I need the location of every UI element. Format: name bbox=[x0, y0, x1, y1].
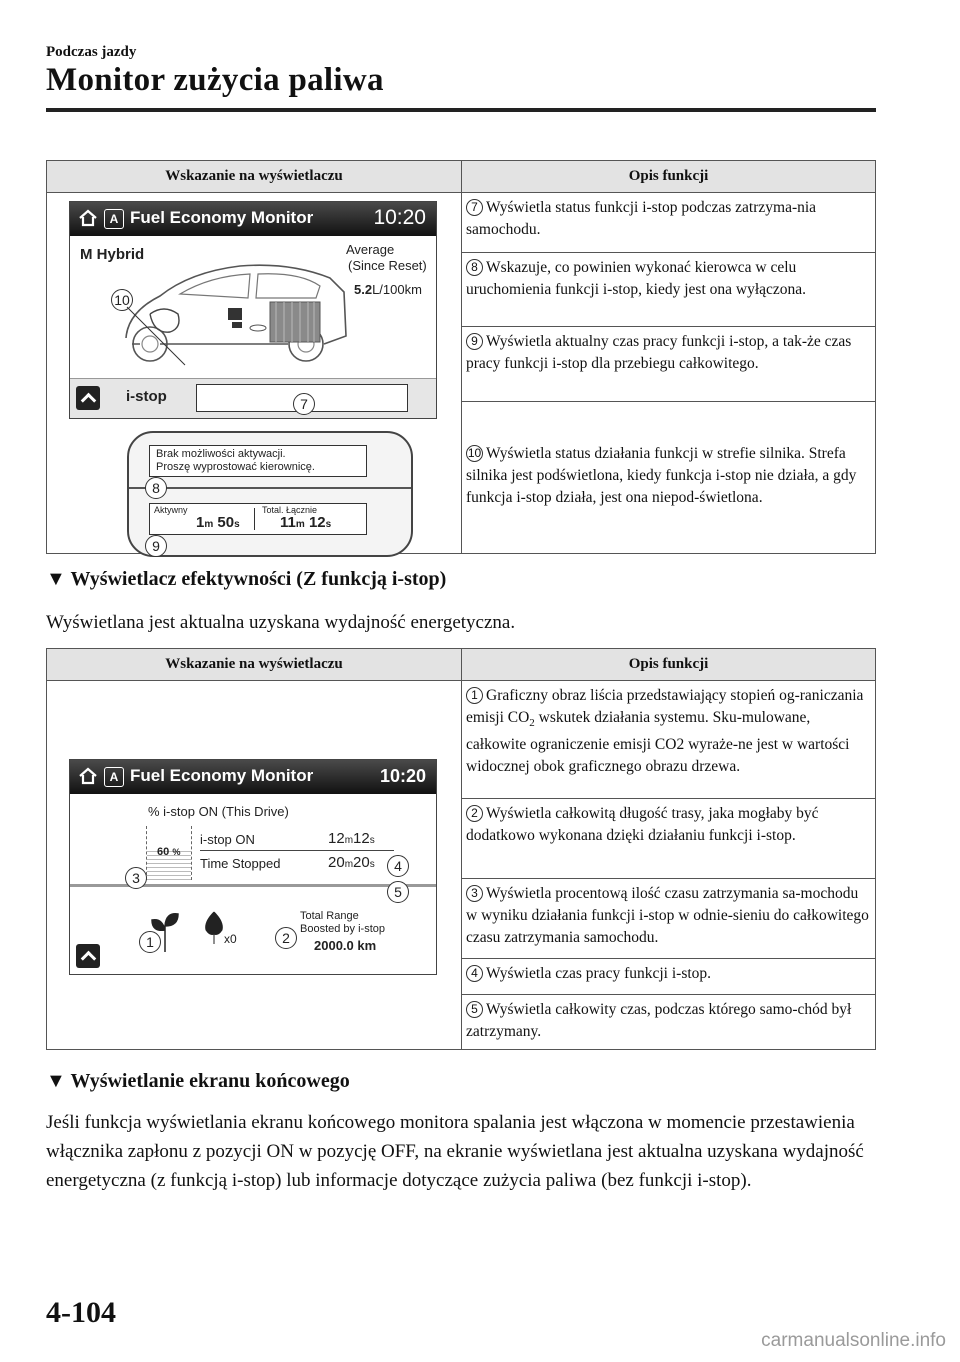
pct-gauge bbox=[146, 826, 192, 880]
active-time: 1m 50s bbox=[196, 514, 240, 531]
desc-row-9: 9 Wyświetla aktualny czas pracy funkcji i-stop, a tak-że czas pracy funkcji i-stop dla przebiegu całkowitego. bbox=[462, 327, 876, 401]
col-header-display: Wskazanie na wyświetlaczu bbox=[47, 161, 462, 193]
timer-separator bbox=[254, 508, 255, 530]
callout-2: 2 bbox=[275, 927, 297, 949]
zoom-panel bbox=[127, 431, 413, 557]
callout-3: 3 bbox=[125, 867, 147, 889]
mode-a-icon: A bbox=[104, 767, 124, 787]
screen-title-bar-2 bbox=[70, 760, 436, 794]
message-box bbox=[149, 445, 367, 477]
col-header-display-2: Wskazanie na wyświetlaczu bbox=[47, 649, 462, 681]
title-rule bbox=[46, 108, 876, 112]
home-icon bbox=[78, 208, 98, 228]
desc-row-4: 4 Wyświetla czas pracy funkcji i-stop. bbox=[462, 959, 876, 995]
home-icon bbox=[78, 766, 98, 786]
average-number: 5.2 bbox=[354, 282, 373, 297]
col-header-desc: Opis funkcji bbox=[462, 161, 876, 193]
total-label: Total. Łącznie bbox=[262, 505, 318, 515]
screen-title-bar bbox=[70, 202, 436, 236]
desc-row-8: 8 Wskazuje, co powinien wykonać kierowca w celu uruchomienia funkcji i-stop, kiedy jest ona wyłączona. bbox=[462, 253, 876, 327]
back-button[interactable] bbox=[76, 386, 100, 410]
istop-on-rule bbox=[200, 850, 394, 851]
istop-label: i-stop bbox=[126, 388, 167, 405]
pct-value: 60 % bbox=[157, 846, 181, 858]
since-reset-label: (Since Reset) bbox=[348, 258, 427, 273]
message-line-2: Proszę wyprostować kierownicę. bbox=[156, 461, 315, 473]
section-body-end-screen: Jeśli funkcja wyświetlania ekranu końcowego monitora spalania jest włączona w momencie przestawienia włącznika zapłonu z pozycji ON w pozycję OFF, na ekranie wyświetlana jest aktualna uzyskana wydajność energetyczna (z funkcją i-stop) lub informacje dotyczące zużycia paliwa (bez funkcji i-stop). bbox=[46, 1112, 864, 1191]
callout-8: 8 bbox=[145, 477, 167, 499]
fuel-monitor-screen-2 bbox=[69, 759, 437, 975]
page-title: Monitor zużycia paliwa bbox=[46, 62, 384, 98]
callout-5: 5 bbox=[387, 881, 409, 903]
callout-9: 9 bbox=[145, 535, 167, 557]
total-time: 11m 12s bbox=[280, 514, 332, 531]
screen-title-2: Fuel Economy Monitor bbox=[130, 766, 314, 785]
time-stopped-value: 20m20s bbox=[328, 854, 375, 871]
section-heading-end-screen: ▼ Wyświetlanie ekranu końcowego bbox=[46, 1070, 350, 1092]
mode-a-icon: A bbox=[104, 209, 124, 229]
table-istop-status bbox=[46, 160, 876, 554]
time-stopped-label: Time Stopped bbox=[200, 856, 281, 871]
section-label: Podczas jazdy bbox=[46, 44, 137, 60]
hybrid-mode-label: M Hybrid bbox=[80, 246, 145, 263]
callout-4: 4 bbox=[387, 855, 409, 877]
screen-clock: 10:20 bbox=[373, 206, 426, 229]
table-efficiency bbox=[46, 648, 876, 1050]
callout-10-leader bbox=[125, 305, 195, 375]
display-illustration-cell bbox=[47, 193, 462, 554]
zoom-divider bbox=[129, 487, 411, 489]
average-unit: L/100km bbox=[372, 282, 422, 297]
pct-title: % i-stop ON (This Drive) bbox=[148, 804, 289, 819]
desc-row-7: 7 Wyświetla status funkcji i-stop podczas zatrzyma-nia samochodu. bbox=[462, 193, 876, 253]
tree-count: x0 bbox=[224, 932, 237, 946]
istop-on-label: i-stop ON bbox=[200, 832, 255, 847]
screen-divider bbox=[70, 884, 436, 887]
screen-title: Fuel Economy Monitor bbox=[130, 208, 314, 227]
desc-row-2: 2 Wyświetla całkowitą długość trasy, jaka mogłaby być dodatkowo wykonana dzięki działaniu funkcji i-stop. bbox=[462, 799, 876, 879]
average-value bbox=[354, 282, 422, 297]
back-button[interactable] bbox=[76, 944, 100, 968]
section-body-efficiency: Wyświetlana jest aktualna uzyskana wydajność energetyczna. bbox=[46, 612, 516, 633]
timer-box bbox=[149, 503, 367, 535]
screen-clock-2: 10:20 bbox=[379, 766, 426, 786]
desc-row-10: 10 Wyświetla status działania funkcji w strefie silnika. Strefa silnika jest podświetlona, kiedy funkcja i-stop nie działa, a gdy funkcja i-stop działa, jest ona niepod-świetlona. bbox=[462, 401, 876, 553]
active-label: Aktywny bbox=[154, 505, 188, 515]
desc-row-5: 5 Wyświetla całkowity czas, podczas którego samo-chód był zatrzymany. bbox=[462, 995, 876, 1050]
col-header-desc-2: Opis funkcji bbox=[462, 649, 876, 681]
page-number: 4-104 bbox=[46, 1296, 116, 1329]
istop-on-time: 12m12s bbox=[328, 830, 375, 847]
average-label: Average bbox=[346, 242, 395, 257]
watermark: carmanualsonline.info bbox=[761, 1330, 946, 1351]
callout-7: 7 bbox=[293, 393, 315, 415]
range-line-2: Boosted by i-stop bbox=[300, 923, 385, 935]
callout-1: 1 bbox=[139, 931, 161, 953]
message-line-1: Brak możliwości aktywacji. bbox=[156, 448, 286, 460]
callout-10: 10 bbox=[111, 289, 133, 311]
range-value: 2000.0 km bbox=[314, 938, 377, 953]
tree-icon bbox=[204, 910, 224, 944]
desc-row-3: 3 Wyświetla procentową ilość czasu zatrzymania sa-mochodu w wyniku działania funkcji i-stop w odnie-sieniu do całkowitego czasu zatrzymania samochodu. bbox=[462, 879, 876, 959]
desc-row-1: 1 Graficzny obraz liścia przedstawiający stopień og-raniczania emisji $CO_2$ wskutek działania systemu. Sku-mulowane, całkowite ograniczenie emisji CO2 wyraże-ne jest w wartości widocznej obok graficznego obrazu drzewa. bbox=[462, 681, 876, 799]
range-line-1: Total Range bbox=[300, 910, 359, 922]
display-illustration-cell-2 bbox=[47, 681, 462, 1050]
section-heading-efficiency: ▼ Wyświetlacz efektywności (Z funkcją i-stop) bbox=[46, 568, 447, 590]
